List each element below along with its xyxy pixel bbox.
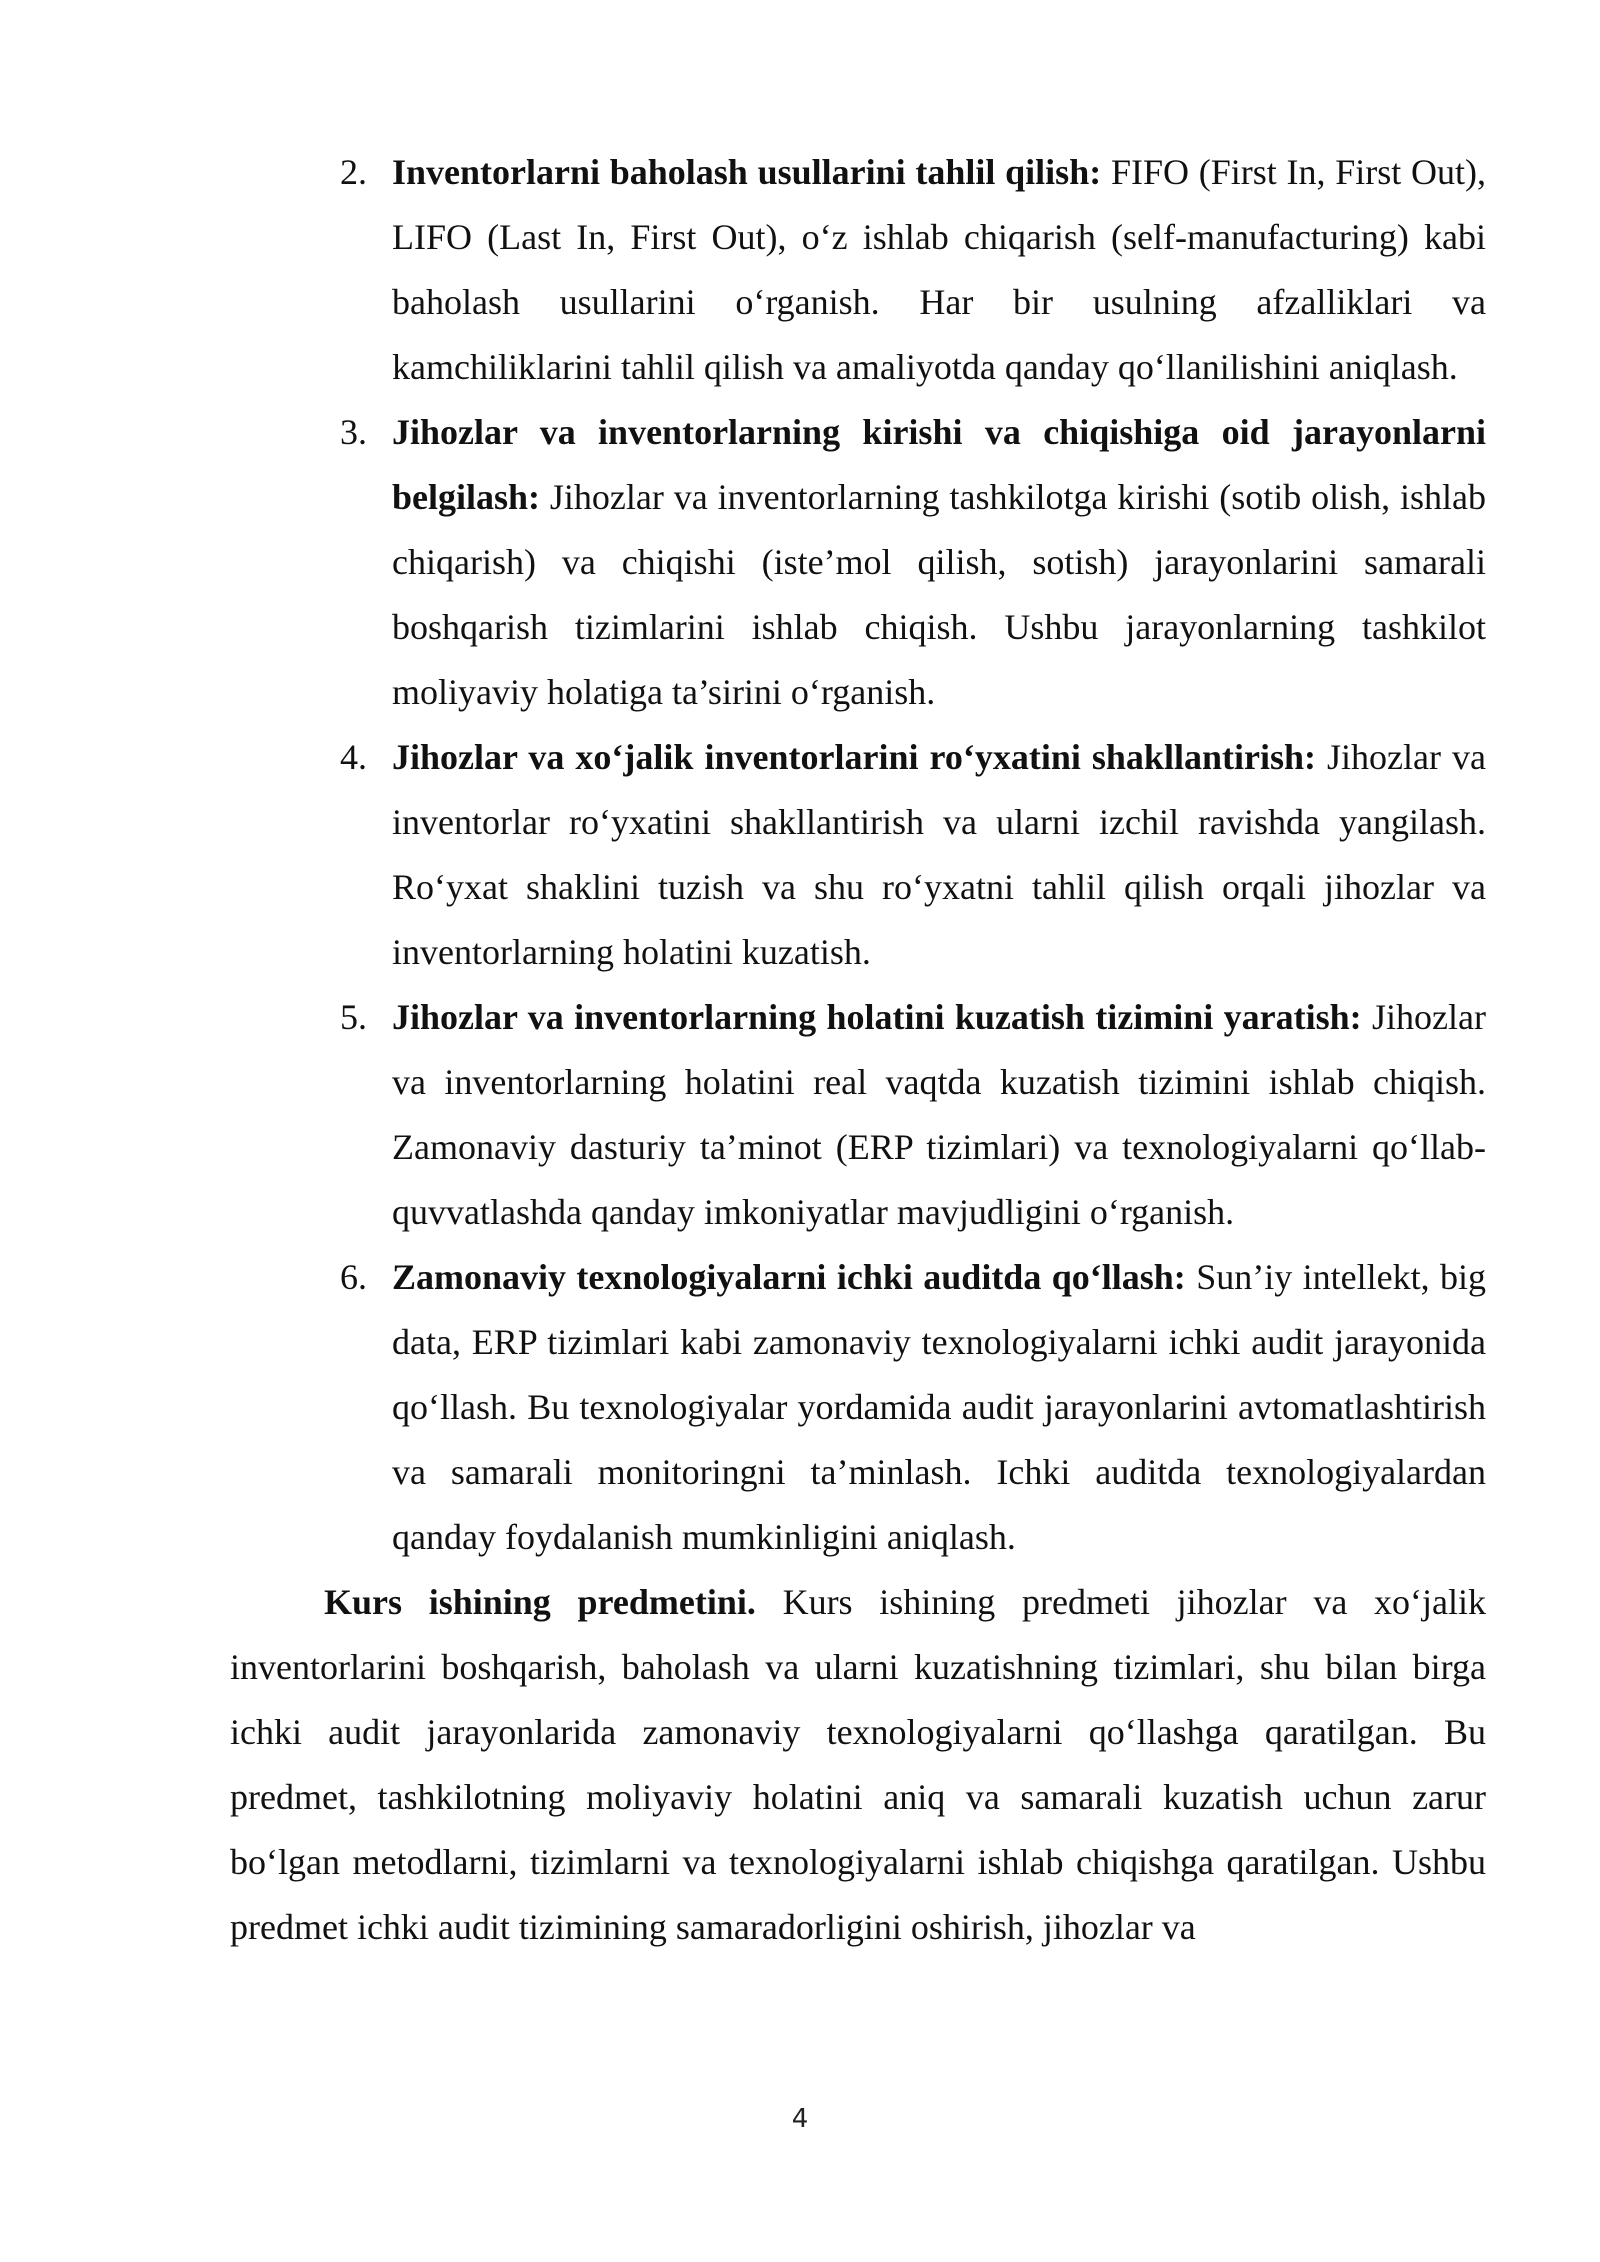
list-item bbox=[230, 400, 1486, 725]
page-number: 4 bbox=[791, 2104, 809, 2134]
list-item-title: Jihozlar va inventorlarning kirishi va chiqishiga oid jarayonlarni belgilash: bbox=[392, 412, 1486, 517]
list-item bbox=[230, 140, 1486, 400]
list-item-title: Zamonaviy texnologiyalarni ichki auditda qo‘llash: bbox=[392, 1257, 1186, 1297]
list-item-number: 3. bbox=[340, 412, 367, 452]
list-item-text: Jihozlar va inventorlar ro‘yxatini shakllantirish va ularni izchil ravishda yangilash. Ro‘yxat shaklini tuzish va shu ro‘yxatni tahlil qilish orqali jihozlar va inventorlarning holatini kuzatish. bbox=[392, 737, 1486, 972]
list-item-text: Jihozlar va inventorlarning holatini real vaqtda kuzatish tizimini ishlab chiqish. Zamonaviy dasturiy ta’minot (ERP tizimlari) va texnologiyalarni qo‘llab-quvvatlashda qanday imkoniyatlar mavjudligini o‘rganish. bbox=[392, 997, 1486, 1232]
subject-paragraph bbox=[230, 1570, 1486, 1960]
list-item-text: Sun’iy intellekt, big data, ERP tizimlari kabi zamonaviy texnologiyalarni ichki audit jarayonida qo‘llash. Bu texnologiyalar yordamida audit jarayonlarini avtomatlashtirish va samarali monitoringni ta’minlash. Ichki auditda texnologiyalardan qanday foydalanish mumkinligini aniqlash. bbox=[392, 1257, 1486, 1557]
list-item-text: Jihozlar va inventorlarning tashkilotga kirishi (sotib olish, ishlab chiqarish) va chiqishi (iste’mol qilish, sotish) jarayonlarini samarali boshqarish tizimlarini ishlab chiqish. Ushbu jarayonlarning tashkilot moliyaviy holatiga ta’sirini o‘rganish. bbox=[392, 477, 1486, 712]
paragraph-title: Kurs ishining predmetini. bbox=[324, 1582, 756, 1622]
list-item bbox=[230, 985, 1486, 1245]
numbered-list bbox=[230, 140, 1486, 1570]
list-item-title: Jihozlar va inventorlarning holatini kuzatish tizimini yaratish: bbox=[392, 997, 1362, 1037]
list-item-number: 4. bbox=[340, 737, 367, 777]
list-item bbox=[230, 1245, 1486, 1570]
list-item-number: 6. bbox=[340, 1257, 367, 1297]
list-item-number: 2. bbox=[340, 152, 367, 192]
page-content bbox=[230, 140, 1486, 1960]
list-item bbox=[230, 725, 1486, 985]
list-item-text: FIFO (First In, First Out), LIFO (Last In, First Out), o‘z ishlab chiqarish (self-manufacturing) kabi baholash usullarini o‘rganish. Har bir usulning afzalliklari va kamchiliklarini tahlil qilish va amaliyotda qanday qo‘llanilishini aniqlash. bbox=[392, 152, 1486, 387]
list-item-title: Inventorlarni baholash usullarini tahlil qilish: bbox=[392, 152, 1102, 192]
list-item-number: 5. bbox=[340, 997, 367, 1037]
paragraph-text: Kurs ishining predmeti jihozlar va xo‘jalik inventorlarini boshqarish, baholash va ularni kuzatishning tizimlari, shu bilan birga ichki audit jarayonlarida zamonaviy texnologiyalarni qo‘llashga qaratilgan. Bu predmet, tashkilotning moliyaviy holatini aniq va samarali kuzatish uchun zarur bo‘lgan metodlarni, tizimlarni va texnologiyalarni ishlab chiqishga qaratilgan. Ushbu predmet ichki audit tizimining samaradorligini oshirish, jihozlar va bbox=[230, 1582, 1487, 1947]
list-item-title: Jihozlar va xo‘jalik inventorlarini ro‘yxatini shakllantirish: bbox=[392, 737, 1316, 777]
